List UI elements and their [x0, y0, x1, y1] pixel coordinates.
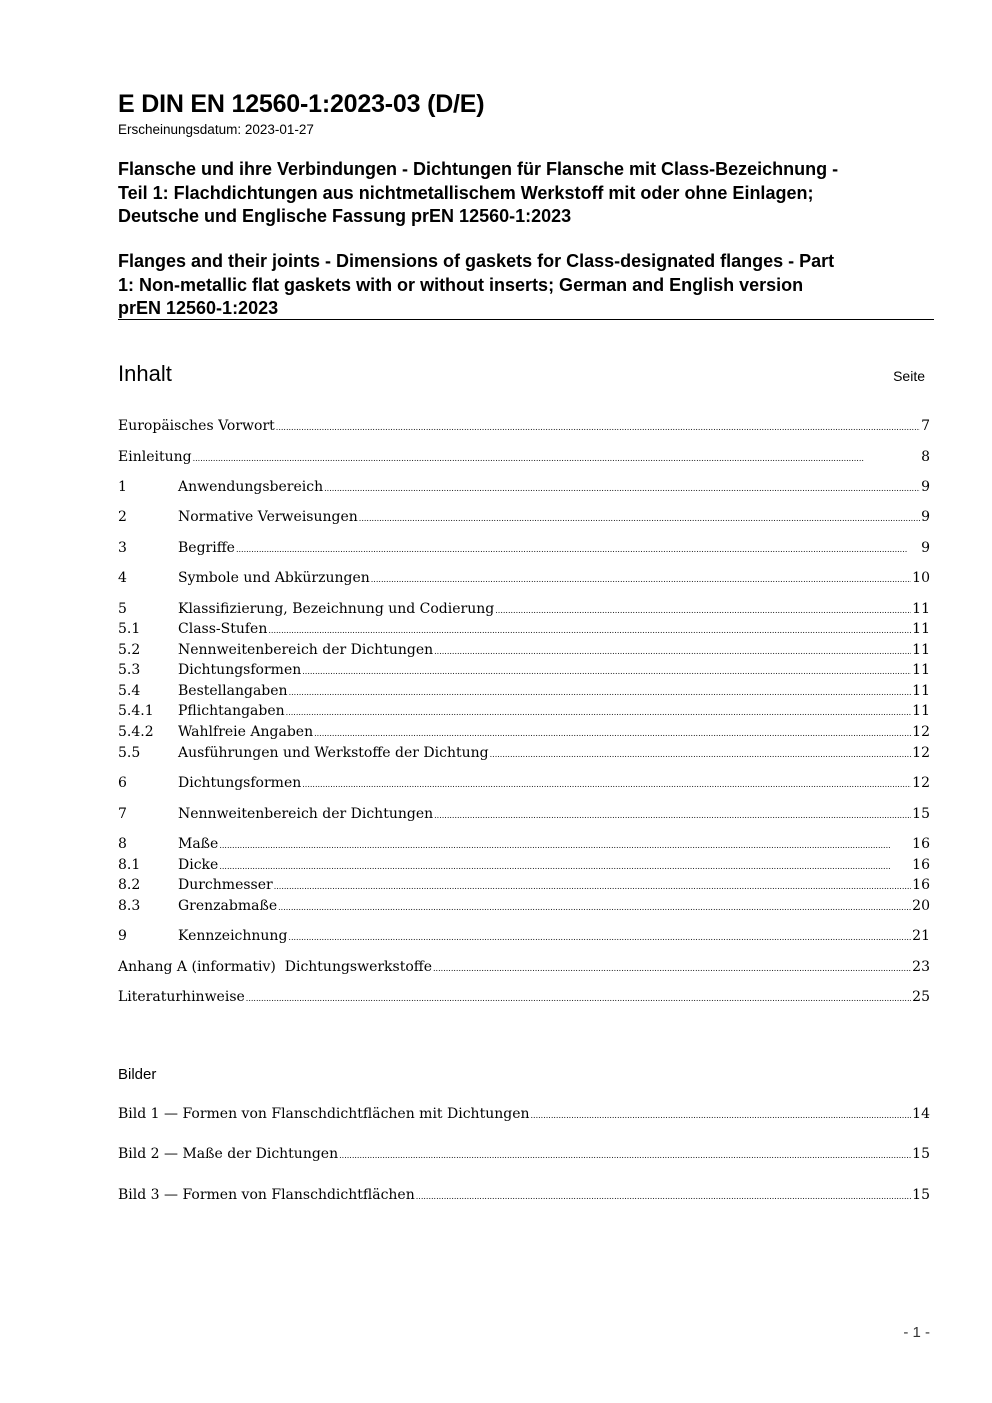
- toc-entry[interactable]: [118, 703, 930, 723]
- toc-entry[interactable]: [118, 509, 930, 529]
- toc-entry-number: 9: [118, 928, 127, 944]
- toc-entry-title: Dichtungsformen: [178, 775, 302, 791]
- toc-entry-page: 11: [912, 621, 930, 637]
- toc-leader: [278, 898, 911, 914]
- toc-entry-title: Nennweitenbereich der Dichtungen: [178, 642, 434, 658]
- toc-entry-number: 5: [118, 601, 127, 617]
- toc-entry-title: Begriffe: [178, 540, 235, 556]
- toc-entry-title: Europäisches Vorwort: [118, 418, 275, 434]
- figure-entry-page: 14: [912, 1106, 930, 1122]
- toc-entry-page: 12: [912, 724, 930, 740]
- toc-entry-title: Nennweitenbereich der Dichtungen: [178, 806, 434, 822]
- toc-entry-title: Kennzeichnung: [178, 928, 288, 944]
- toc-entry-page: 11: [912, 642, 930, 658]
- toc-entry-page: 11: [912, 601, 930, 617]
- toc-leader: [495, 601, 911, 617]
- toc-leader: [268, 621, 911, 637]
- toc-entry[interactable]: [118, 836, 930, 856]
- figure-entry[interactable]: [118, 1146, 930, 1166]
- toc-leader: [288, 928, 911, 944]
- toc-entry-page: 21: [912, 928, 930, 944]
- toc-entry[interactable]: [118, 989, 930, 1009]
- toc-leader: [434, 642, 911, 658]
- toc-entry-title: Klassifizierung, Bezeichnung und Codierung: [178, 601, 495, 617]
- title-divider: [118, 319, 934, 320]
- toc-entry-number: 1: [118, 479, 127, 495]
- toc-leader: [274, 877, 911, 893]
- toc-entry-number: 8.2: [118, 877, 141, 893]
- toc-entry-number: 8: [118, 836, 127, 852]
- document-id: E DIN EN 12560-1:2023-03 (D/E): [118, 90, 485, 118]
- toc-leader: [371, 570, 911, 586]
- toc-entry-title: Bestellangaben: [178, 683, 288, 699]
- toc-leader: [531, 1106, 912, 1122]
- toc-entry-number: 4: [118, 570, 127, 586]
- toc-entry-number: 5.3: [118, 662, 141, 678]
- page-number: - 1 -: [903, 1324, 930, 1341]
- toc-entry-number: 5.2: [118, 642, 141, 658]
- toc-entry-page: 11: [912, 683, 930, 699]
- toc-entry[interactable]: [118, 745, 930, 765]
- toc-entry-number: 5.4.2: [118, 724, 154, 740]
- toc-entry-number: 5.4.1: [118, 703, 154, 719]
- figure-entry[interactable]: [118, 1106, 930, 1126]
- toc-entry-title: Durchmesser: [178, 877, 273, 893]
- title-english-line: Flanges and their joints - Dimensions of gaskets for Class-designated flanges - Part: [118, 251, 835, 271]
- toc-leader: [246, 989, 911, 1005]
- toc-entry-title: Pflichtangaben: [178, 703, 285, 719]
- toc-leader: [289, 683, 912, 699]
- toc-entry-title: Class-Stufen: [178, 621, 268, 637]
- title-english: [118, 250, 933, 321]
- figure-entry[interactable]: [118, 1187, 930, 1207]
- toc-leader: [434, 806, 911, 822]
- toc-leader: [433, 959, 911, 975]
- toc-leader: [302, 775, 911, 791]
- toc-leader: [236, 540, 920, 556]
- toc-leader: [416, 1187, 911, 1203]
- toc-entry[interactable]: [118, 570, 930, 590]
- toc-leader: [193, 449, 921, 465]
- title-german-line: Teil 1: Flachdichtungen aus nichtmetallischem Werkstoff mit oder ohne Einlagen;: [118, 182, 814, 203]
- title-german: [118, 158, 933, 229]
- toc-entry-number: 5.5: [118, 745, 141, 761]
- toc-page-label: Seite: [893, 368, 925, 384]
- toc-entry-title: Normative Verweisungen: [178, 509, 358, 525]
- figure-entry-page: 15: [912, 1187, 930, 1203]
- toc-leader: [314, 724, 911, 740]
- toc-entry-title: Maße: [178, 836, 219, 852]
- toc-entry-page: 16: [912, 836, 930, 852]
- toc-entry[interactable]: [118, 683, 930, 703]
- toc-entry-page: 8: [921, 449, 930, 465]
- figure-entry-title: Bild 3 — Formen von Flanschdichtflächen: [118, 1187, 415, 1203]
- figure-entry-title: Bild 1 — Formen von Flanschdichtflächen mit Dichtungen: [118, 1106, 530, 1122]
- toc-entry[interactable]: [118, 601, 930, 621]
- toc-entry-page: 12: [912, 775, 930, 791]
- toc-entry[interactable]: [118, 806, 930, 826]
- toc-entry[interactable]: [118, 959, 930, 979]
- toc-entry-number: 5.1: [118, 621, 141, 637]
- toc-entry-number: 2: [118, 509, 127, 525]
- toc-entry[interactable]: [118, 724, 930, 744]
- toc-entry-number: 8.1: [118, 857, 141, 873]
- toc-entry-page: 9: [921, 479, 930, 495]
- toc-entry-title: Dicke: [178, 857, 219, 873]
- toc-leader: [302, 662, 911, 678]
- toc-entry-page: 9: [921, 509, 930, 525]
- toc-entry-title: Einleitung: [118, 449, 192, 465]
- toc-leader: [286, 703, 912, 719]
- toc-entry-page: 25: [912, 989, 930, 1005]
- title-english-line: 1: Non-metallic flat gaskets with or without inserts; German and English version: [118, 274, 804, 295]
- toc-entry-title: Anhang A (informativ) Dichtungswerkstoffe: [118, 959, 433, 975]
- toc-entry[interactable]: [118, 642, 930, 662]
- toc-entry-page: 15: [912, 806, 930, 822]
- toc-entry[interactable]: [118, 540, 930, 560]
- toc-entry-title: Wahlfreie Angaben: [178, 724, 314, 740]
- toc-entry-page: 11: [912, 703, 930, 719]
- toc-leader: [324, 479, 920, 495]
- toc-entry[interactable]: [118, 449, 930, 469]
- toc-entry[interactable]: [118, 418, 930, 438]
- toc-entry[interactable]: [118, 857, 930, 877]
- toc-leader: [359, 509, 920, 525]
- toc-entry-number: 5.4: [118, 683, 141, 699]
- toc-entry[interactable]: [118, 775, 930, 795]
- figures-heading: Bilder: [118, 1066, 157, 1083]
- toc-entry-title: Symbole und Abkürzungen: [178, 570, 370, 586]
- toc-entry-page: 7: [921, 418, 930, 434]
- toc-entry[interactable]: [118, 662, 930, 682]
- figure-entry-page: 15: [912, 1146, 930, 1162]
- toc-entry-title: Grenzabmaße: [178, 898, 278, 914]
- toc-entry-title: Ausführungen und Werkstoffe der Dichtung: [178, 745, 489, 761]
- toc-entry-page: 10: [912, 570, 930, 586]
- toc-entry-number: 3: [118, 540, 127, 556]
- toc-entry-number: 6: [118, 775, 127, 791]
- title-german-line: Flansche und ihre Verbindungen - Dichtungen für Flansche mit Class-Bezeichnung -: [118, 159, 839, 179]
- toc-entry-page: 11: [912, 662, 930, 678]
- toc-entry-page: 20: [912, 898, 930, 914]
- figure-entry-title: Bild 2 — Maße der Dichtungen: [118, 1146, 339, 1162]
- toc-entry-title: Dichtungsformen: [178, 662, 302, 678]
- toc-entry-title: Literaturhinweise: [118, 989, 245, 1005]
- toc-leader: [219, 857, 911, 873]
- toc-entry[interactable]: [118, 479, 930, 499]
- toc-entry-title: Anwendungsbereich: [178, 479, 324, 495]
- toc-entry[interactable]: [118, 621, 930, 641]
- toc-entry-page: 16: [912, 857, 930, 873]
- toc-entry-page: 9: [921, 540, 930, 556]
- toc-entry-page: 12: [912, 745, 930, 761]
- toc-entry[interactable]: [118, 928, 930, 948]
- toc-entry[interactable]: [118, 877, 930, 897]
- toc-entry-page: 16: [912, 877, 930, 893]
- toc-leader: [339, 1146, 911, 1162]
- toc-leader: [276, 418, 920, 434]
- toc-heading: Inhalt: [118, 361, 172, 386]
- toc-entry-page: 23: [912, 959, 930, 975]
- toc-entry-number: 7: [118, 806, 127, 822]
- title-german-line: Deutsche und Englische Fassung prEN 12560-1:2023: [118, 206, 572, 226]
- publication-date: Erscheinungsdatum: 2023-01-27: [118, 122, 314, 137]
- toc-leader: [490, 745, 912, 761]
- title-english-line: prEN 12560-1:2023: [118, 298, 279, 318]
- toc-entry[interactable]: [118, 898, 930, 918]
- toc-entry-number: 8.3: [118, 898, 141, 914]
- toc-leader: [219, 836, 911, 852]
